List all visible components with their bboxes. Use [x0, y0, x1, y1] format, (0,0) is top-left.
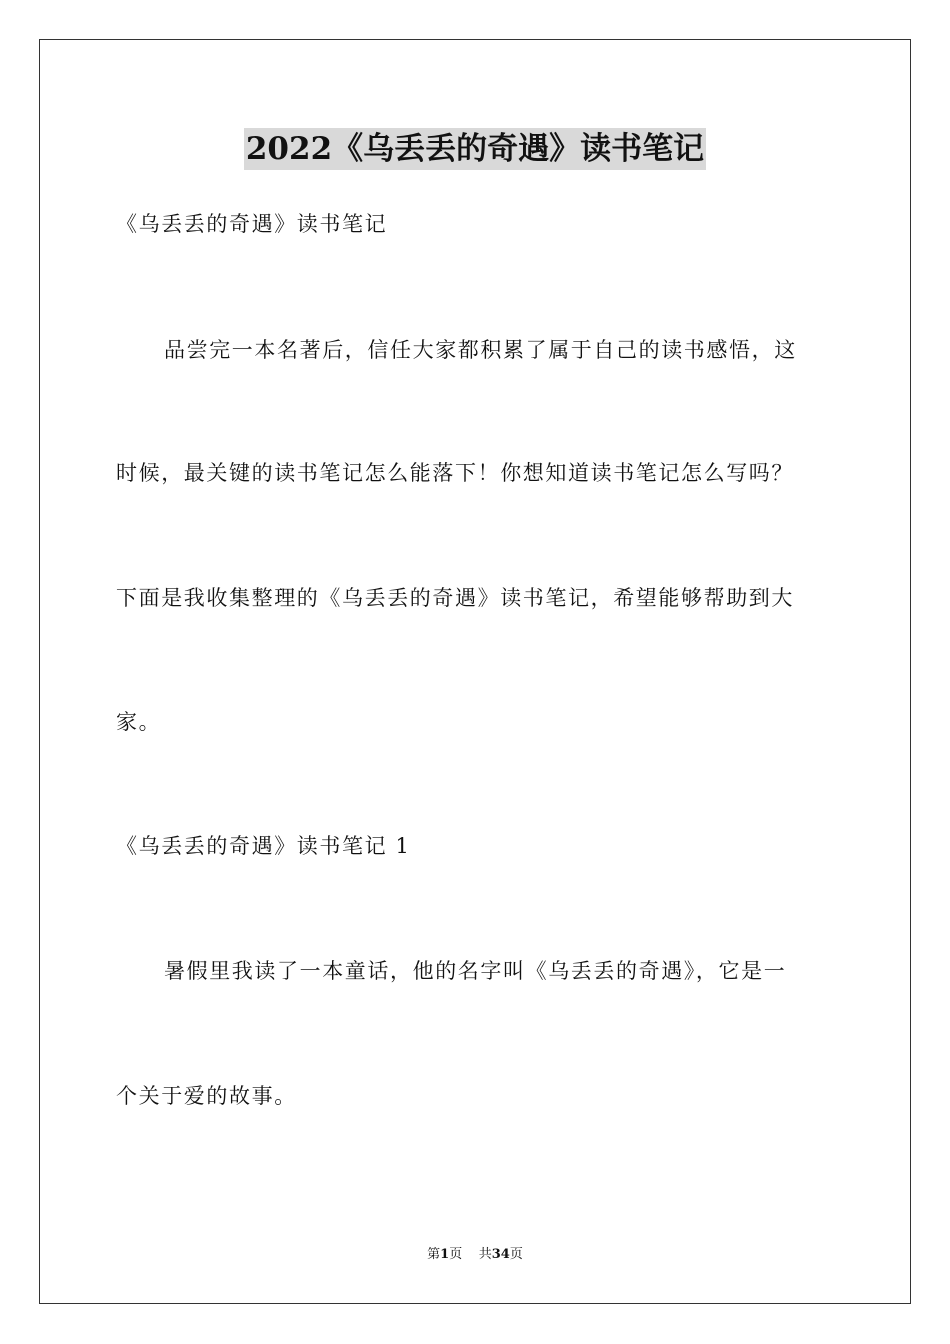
section-heading: 《乌丢丢的奇遇》读书笔记 1 — [116, 834, 411, 858]
page-footer — [0, 1246, 950, 1264]
total-prefix: 共 — [478, 1247, 492, 1262]
intro-paragraph-line: 时候，最关键的读书笔记怎么能落下！你想知道读书笔记怎么写吗？ — [116, 461, 794, 485]
total-pages: 34 — [491, 1247, 510, 1262]
document-title: 2022《乌丢丢的奇遇》读书笔记 — [244, 128, 706, 170]
section-paragraph-line: 暑假里我读了一本童话，他的名字叫《乌丢丢的奇遇》，它是一 — [164, 959, 787, 983]
page-prefix: 第 — [427, 1247, 441, 1262]
total-suffix: 页 — [509, 1247, 523, 1262]
intro-paragraph-line: 下面是我收集整理的《乌丢丢的奇遇》读书笔记，希望能够帮助到大 — [116, 586, 794, 610]
page-number: 1 — [440, 1247, 450, 1262]
intro-paragraph-line: 品尝完一本名著后，信任大家都积累了属于自己的读书感悟，这 — [164, 338, 797, 362]
document-subtitle: 《乌丢丢的奇遇》读书笔记 — [116, 212, 388, 236]
section-paragraph-line: 个关于爱的故事。 — [116, 1084, 297, 1108]
intro-paragraph-line: 家。 — [116, 710, 162, 734]
page-suffix: 页 — [449, 1247, 463, 1262]
title-container — [0, 128, 950, 170]
